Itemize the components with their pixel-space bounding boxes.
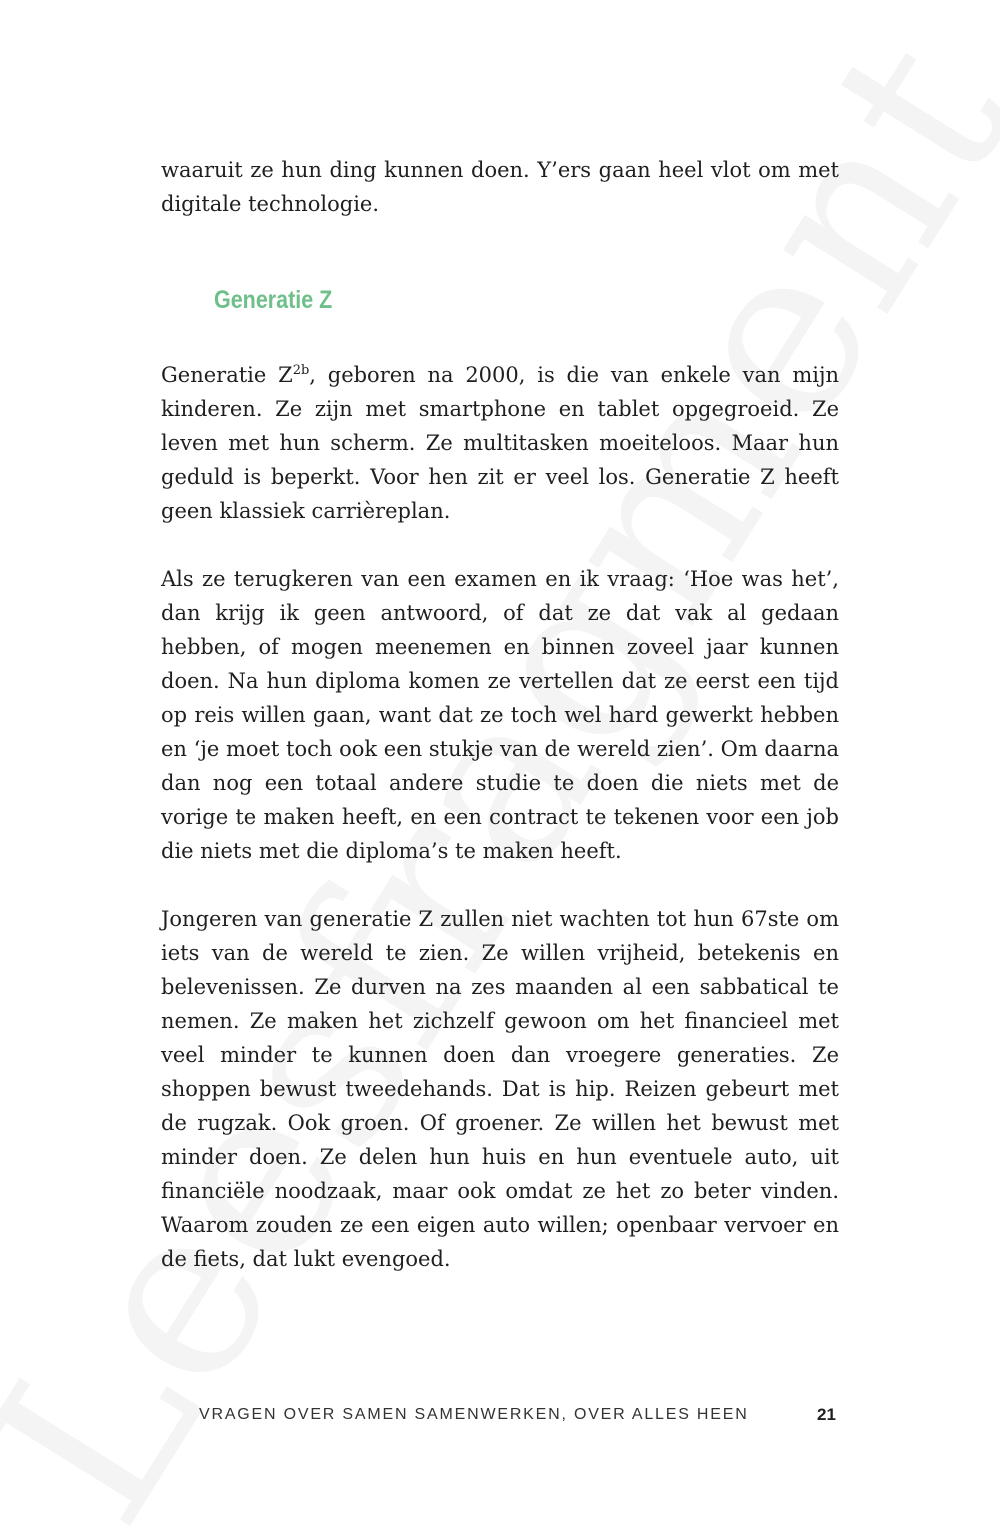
footnote-reference: 2b (292, 363, 310, 378)
paragraph-examen: Als ze terugkeren van een examen en ik vraag: ‘Hoe was het’, dan krijg ik geen antwoord, of dat ze dat vak al gedaan hebben, of mogen meenemen en binnen zoveel jaar kunnen doen. Na hun diploma komen ze vertellen dat ze eerst een tijd op reis willen gaan, want dat ze toch wel hard gewerkt hebben en ‘je moet toch ook een stukje van de wereld zien’. Om daarna dan nog een totaal andere studie te doen die niets met de vorige te maken heeft, en een contract te tekenen voor een job die niets met die diploma’s te maken heeft. (161, 567, 839, 863)
paragraph-rest: , geboren na 2000, is die van enkele van mijn kinderen. Ze zijn met smartphone en tablet opgegroeid. Ze leven met hun scherm. Ze multitasken moeiteloos. Maar hun geduld is beperkt. Voor hen zit er veel los. Generatie Z heeft geen klassiek carrièreplan. (161, 363, 839, 523)
paragraph-generatie-z (161, 358, 839, 528)
paragraph-jongeren: Jongeren van generatie Z zullen niet wachten tot hun 67ste om iets van de wereld te zien. Ze willen vrijheid, betekenis en belevenissen. Ze durven na zes maanden al een sabbatical te nemen. Ze maken het zichzelf gewoon om het financieel met veel minder te kunnen doen dan vroegere generaties. Ze shoppen bewust tweedehands. Dat is hip. Reizen gebeurt met de rugzak. Ook groen. Of groener. Ze willen het bewust met minder doen. Ze delen hun huis en hun eventuele auto, uit financiële noodzaak, maar ook omdat ze het zo beter vinden. Waarom zouden ze een eigen auto willen; openbaar vervoer en de fiets, dat lukt evengoed. (161, 907, 839, 1271)
paragraph-lead: Generatie Z (161, 363, 293, 387)
section-heading: Generatie Z (214, 286, 333, 314)
page-number: 21 (817, 1405, 836, 1424)
running-footer-title: VRAGEN OVER SAMEN SAMENWERKEN, OVER ALLES HEEN (199, 1406, 749, 1423)
intro-paragraph: waaruit ze hun ding kunnen doen. Y’ers gaan heel vlot om met digitale technologie. (161, 158, 839, 216)
